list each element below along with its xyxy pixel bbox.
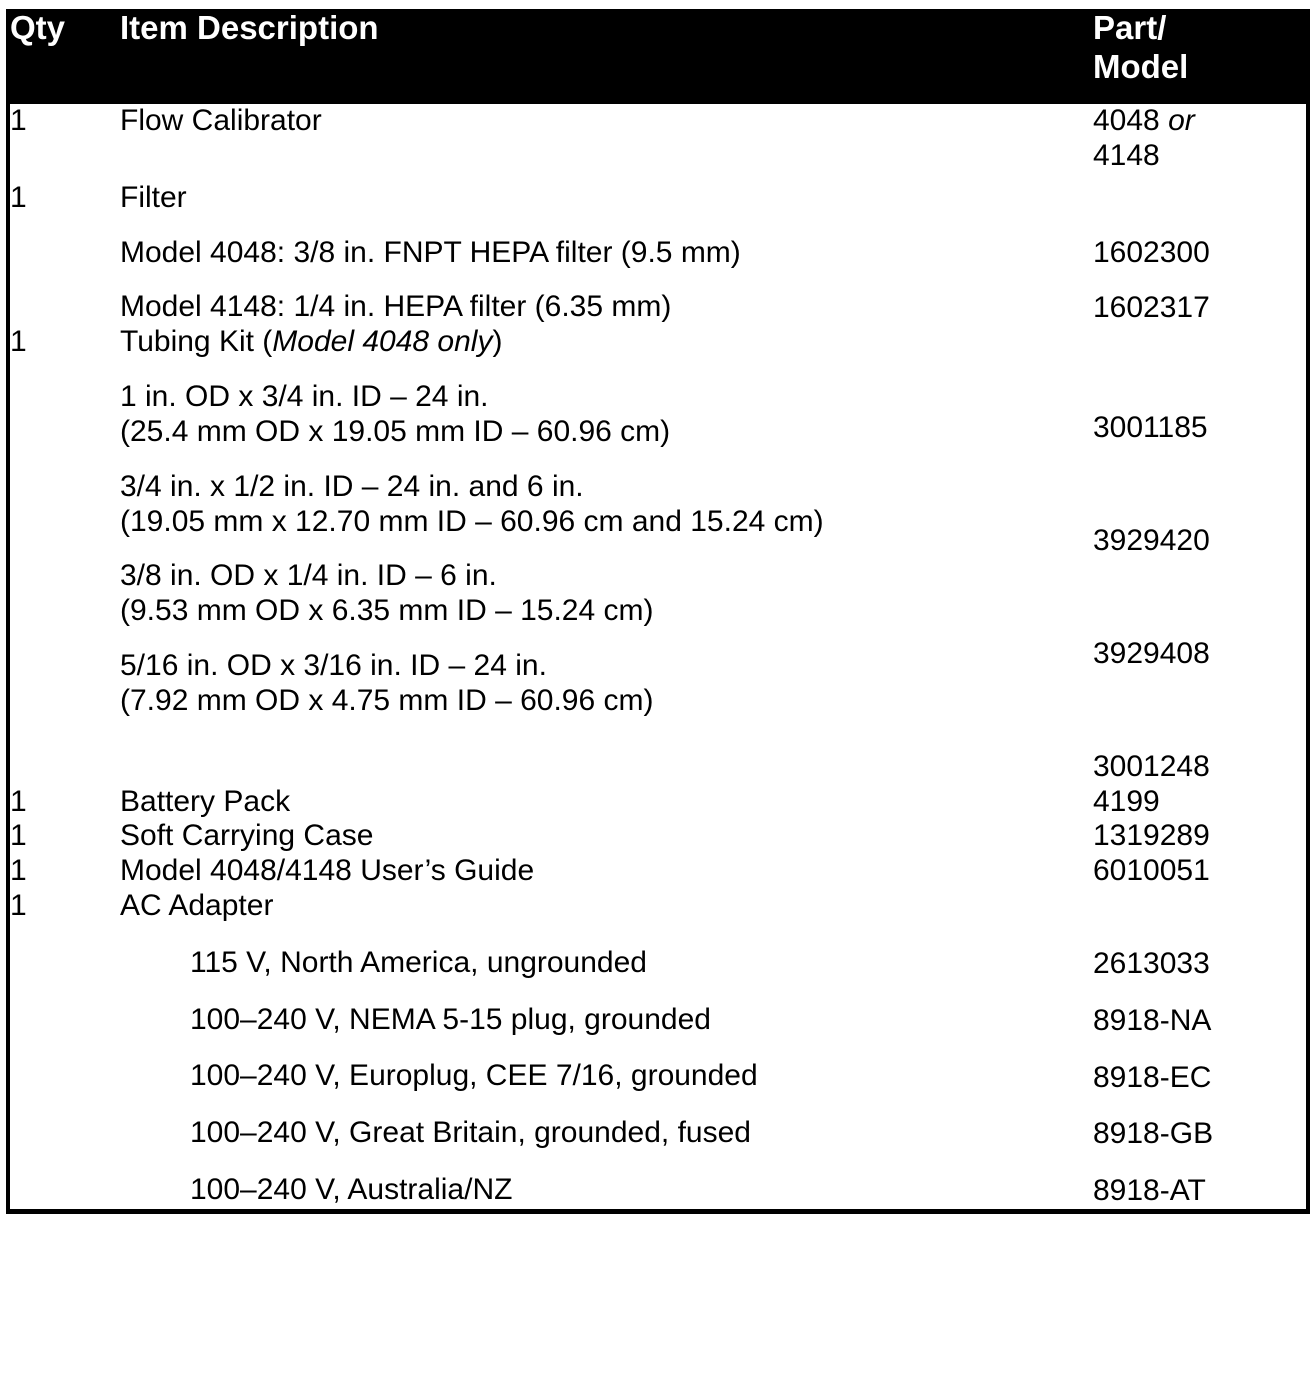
item-subline-metric: (25.4 mm OD x 19.05 mm ID – 60.96 cm) <box>120 414 671 448</box>
column-header-part-line1: Part/ <box>1093 9 1167 46</box>
item-subline: 115 V, North America, ungrounded <box>190 945 647 979</box>
row-qty: 1 <box>10 819 27 853</box>
row-part-number: 4199 <box>1093 784 1160 818</box>
item-subline <box>120 380 1093 450</box>
item-title <box>120 325 1093 360</box>
row-qty: 1 <box>8 889 120 1211</box>
row-qty: 1 <box>10 104 27 137</box>
packing-list-table <box>6 9 1310 1214</box>
part-number-value: 3929408 <box>1093 636 1210 670</box>
item-title: Flow Calibrator <box>120 104 322 137</box>
table-row <box>8 819 1308 854</box>
item-subline <box>120 559 1093 629</box>
row-description <box>120 889 1093 1211</box>
part-number-value: 8918-EC <box>1093 1060 1212 1094</box>
part-number-value: 1602317 <box>1093 290 1210 324</box>
row-description: Soft Carrying Case <box>120 819 374 853</box>
table-caption <box>0 0 1312 9</box>
part-number-conjunction: or <box>1168 104 1195 137</box>
row-description: Model 4048/4148 User’s Guide <box>120 854 535 888</box>
item-subline-metric: (7.92 mm OD x 4.75 mm ID – 60.96 cm) <box>120 683 654 717</box>
row-part-number <box>1093 889 1308 1211</box>
row-part-number <box>1093 181 1308 326</box>
row-qty: 1 <box>10 784 27 818</box>
part-number-value: 4048 <box>1093 104 1169 137</box>
row-part-number <box>1093 104 1308 181</box>
item-subline-imperial: 5/16 in. OD x 3/16 in. ID – 24 in. <box>120 648 547 682</box>
item-subline: 100–240 V, Australia/NZ <box>190 1172 513 1206</box>
row-description <box>120 325 1093 784</box>
item-title: Filter <box>120 180 187 214</box>
part-number-value: 3001185 <box>1093 411 1208 445</box>
item-subline-imperial: 3/8 in. OD x 1/4 in. ID – 6 in. <box>120 559 497 593</box>
item-subline-imperial: 3/4 in. x 1/2 in. ID – 24 in. and 6 in. <box>120 469 584 503</box>
column-header-part-model <box>1093 9 1308 104</box>
table-row <box>8 889 1308 1211</box>
table-row <box>8 104 1308 181</box>
row-qty: 1 <box>10 854 27 888</box>
item-title: AC Adapter <box>120 888 274 922</box>
item-subline: Model 4148: 1/4 in. HEPA filter (6.35 mm) <box>120 290 672 324</box>
part-number-value: 8918-NA <box>1093 1003 1212 1037</box>
part-number-value: 8918-GB <box>1093 1117 1214 1151</box>
table-row <box>8 785 1308 820</box>
column-header-part-line2: Model <box>1093 47 1189 85</box>
item-title-italic: Model 4048 only <box>272 325 493 359</box>
column-header-description: Item Description <box>120 9 1093 104</box>
item-subline-metric: (19.05 mm x 12.70 mm ID – 60.96 cm and 15.24 cm) <box>120 504 824 538</box>
part-number-value: 2613033 <box>1093 946 1210 980</box>
row-qty: 1 <box>10 180 27 214</box>
item-subline: 100–240 V, NEMA 5-15 plug, grounded <box>190 1002 711 1036</box>
table-body <box>8 104 1308 1211</box>
row-description <box>120 104 1093 181</box>
part-number-value: 8918-AT <box>1093 1174 1206 1208</box>
row-part-number <box>1093 325 1308 784</box>
item-subline-metric: (9.53 mm OD x 6.35 mm ID – 15.24 cm) <box>120 594 654 628</box>
column-header-qty: Qty <box>8 9 120 104</box>
part-number-value: 1602300 <box>1093 235 1210 269</box>
part-number-value: 3001248 <box>1093 749 1210 783</box>
item-title-prefix: Tubing Kit ( <box>120 325 273 359</box>
item-subline: 100–240 V, Great Britain, grounded, fused <box>190 1116 751 1150</box>
part-number-line2: 4148 <box>1093 138 1160 172</box>
item-title-suffix: ) <box>492 325 503 359</box>
header-row <box>8 9 1308 104</box>
row-qty: 1 <box>10 325 27 359</box>
table-row <box>8 181 1308 326</box>
row-description <box>120 181 1093 326</box>
item-subline <box>120 649 1093 719</box>
row-description: Battery Pack <box>120 784 291 818</box>
item-subline-imperial: 1 in. OD x 3/4 in. ID – 24 in. <box>120 380 489 414</box>
table-header <box>8 9 1308 104</box>
table-row <box>8 854 1308 889</box>
item-subline: Model 4048: 3/8 in. FNPT HEPA filter (9.5 mm) <box>120 235 741 269</box>
row-part-number: 1319289 <box>1093 819 1210 853</box>
item-subline: 100–240 V, Europlug, CEE 7/16, grounded <box>190 1059 758 1093</box>
table-row <box>8 325 1308 784</box>
row-part-number: 6010051 <box>1093 854 1210 888</box>
part-number-value: 3929420 <box>1093 524 1210 558</box>
item-subline <box>120 470 1093 540</box>
part-number-line1 <box>1093 104 1306 139</box>
